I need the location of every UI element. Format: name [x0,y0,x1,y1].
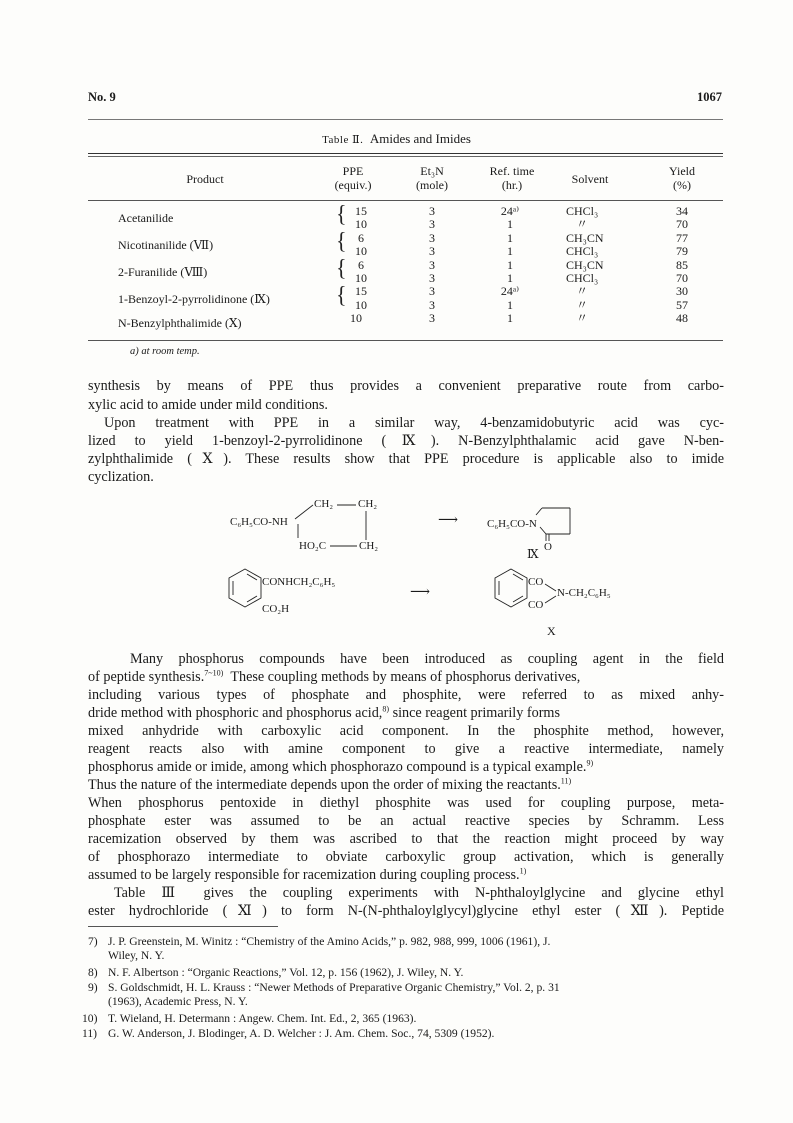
table-cell: 3 [429,311,435,326]
table-cell: 30 [676,284,688,299]
brace: { [336,254,347,281]
table-cell: 1 [507,217,513,232]
table-cell: 57 [676,297,688,312]
table-cell: 6 [358,257,364,272]
table-cell: 3 [429,257,435,272]
citation: 11) [560,776,572,786]
table-row-product: Acetanilide [118,211,174,225]
col-header-ppe: PPE (equiv.) [334,164,372,192]
table-cell: 77 [676,230,688,245]
footnote-rule [88,926,278,927]
reference-item: 11) G. W. Anderson, J. Blodinger, A. D. Welcher : J. Am. Chem. Soc., 74, 5309 (1952). [82,1027,495,1040]
table-row-product: 1-Benzoyl-2-pyrrolidinone (Ⅸ) [118,292,270,306]
table-cell: 70 [676,217,688,232]
table-cell: 79 [676,244,688,259]
table-cell: 24ᵃ⁾ [500,284,520,299]
table-cell: 〃 [576,217,589,232]
brace: { [336,227,347,254]
col-header-yield: Yield (%) [669,164,695,192]
table-row-product: Nicotinanilide (Ⅶ) [118,238,214,252]
table-cell: 3 [429,204,435,218]
table-cell: 3 [429,230,435,245]
reaction-arrow: ⟶ [438,513,459,528]
citation: 7~10) [204,668,224,678]
table-cell: 3 [429,271,435,286]
citation: 9) [586,758,594,768]
journal-number: No. 9 [88,90,116,104]
reference-item: 10) T. Wieland, H. Determann : Angew. Chem. Int. Ed., 2, 365 (1963). [82,1012,417,1025]
citation: 8) [382,704,390,714]
table-cell: 24ᵃ⁾ [500,204,520,218]
table-row-product: 2-Furanilide (Ⅷ) [118,265,208,279]
col-header-et3n: Et₃N (mole) [416,164,448,192]
table-cell: 3 [429,297,435,312]
table-cell: 15 [355,204,367,218]
table-cell: 1 [507,297,513,312]
table-cell: 6 [358,230,364,245]
reference-item: 8) N. F. Albertson : “Organic Reactions,” Vol. 12, p. 156 (1962), J. Wiley, N. Y. [88,966,464,979]
table-cell: 48 [676,311,688,326]
table-cell: 34 [676,204,688,218]
table-cell: 70 [676,271,688,286]
table-cell: 10 [355,271,367,286]
table-cell: 1 [507,244,513,259]
table-cell: 〃 [576,284,589,299]
citation: 1) [519,866,527,876]
table-cell: 3 [429,217,435,232]
table-cell: 85 [676,257,688,272]
table-cell: CH₃CN [566,257,604,272]
table-cell: CHCl₃ [566,204,599,218]
table-cell: CHCl₃ [566,244,599,259]
table-cell: 15 [355,284,367,299]
table-cell: 〃 [576,297,589,312]
table-footnote: a) at room temp. [130,346,200,357]
table-cell: 3 [429,244,435,259]
brace: { [336,200,347,227]
table-cell: 10 [355,297,367,312]
table-cell: CHCl₃ [566,271,599,286]
reference-item: 7) J. P. Greenstein, M. Winitz : “Chemistry of the Amino Acids,” p. 982, 988, 999, 1006 (1961), J. Wiley, N. Y. [88,935,551,962]
table-cell: 〃 [576,311,589,326]
col-header-ref-time: Ref. time (hr.) [489,164,535,192]
table-row-product: N-Benzylphthalimide (Ⅹ) [118,316,242,330]
table-cell: 10 [355,217,367,232]
reaction-arrow: ⟶ [410,585,431,600]
table-cell: CH₃CN [566,230,604,245]
table-cell: 10 [350,311,362,326]
page-number: 1067 [697,90,722,104]
table-title: Table Ⅱ. Amides and Imides [322,131,471,146]
table-cell: 1 [507,311,513,326]
table-cell: 1 [507,230,513,245]
table-cell: 3 [429,284,435,299]
reference-item: 9) S. Goldschmidt, H. L. Krauss : “Newer Methods of Preparative Organic Chemistry,” Vol. 2, p. 31 (1963), Academic Press, N. Y. [88,981,560,1008]
col-header-solvent: Solvent [571,172,609,186]
table-cell: 1 [507,257,513,272]
col-header-product: Product [186,172,224,186]
table-cell: 10 [355,244,367,259]
table-cell: 1 [507,271,513,286]
brace: { [336,281,347,308]
